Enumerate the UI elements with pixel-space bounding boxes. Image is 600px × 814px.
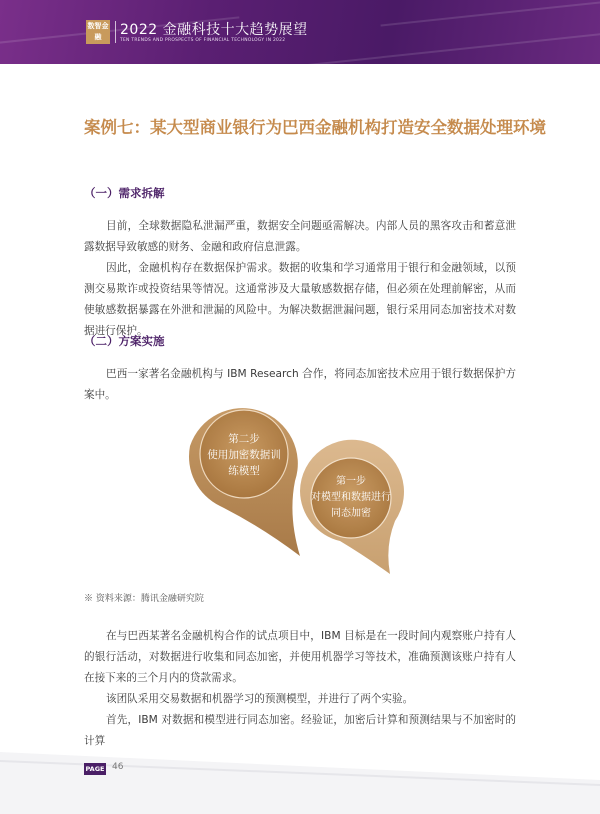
section-body-requirements [84,216,516,342]
paragraph: 巴西一家著名金融机构与 IBM Research 合作，将同态加密技术应用于银行数据保护方案中。 [84,368,516,401]
section-heading-implementation: （二）方案实施 [84,334,165,348]
paragraph: 在与巴西某著名金融机构合作的试点项目中，IBM 目标是在一段时间内观察账户持有人的银行活动，对数据进行收集和同态加密，并使用机器学习等技术，准确预测该账户持有人在接下来的三个月内的贷款需求。 [84,630,516,684]
source-note: ※ 资料来源：腾讯金融研究院 [84,594,204,604]
header-decoration [381,0,600,27]
page-number: 46 [112,762,124,772]
step1-bubble [300,440,404,574]
paragraph: 首先，IBM 对数据和模型进行同态加密。经验证，加密后计算和预测结果与不加密时的计算 [84,714,516,747]
header-divider [115,21,116,43]
header-decoration [301,31,600,64]
report-logo [86,20,110,44]
paragraph: 目前，全球数据隐私泄漏严重，数据安全问题亟需解决。内部人员的黑客攻击和蓄意泄露数据导致敏感的财务、金融和政府信息泄露。 [84,220,516,253]
step2-text-line: 使用加密数据训 [207,449,281,461]
paragraph: 该团队采用交易数据和机器学习的预测模型，并进行了两个实验。 [106,693,414,705]
logo-text: 数智金融 [87,22,109,41]
page-header [0,0,600,64]
step1-label: 第一步 [336,476,366,487]
step2-text-line: 练模型 [228,465,260,477]
step2-bubble [189,408,300,556]
process-diagram [180,396,420,576]
footer-decoration [0,700,600,814]
paragraph: 因此，金融机构存在数据保护需求。数据的收集和学习通常用于银行和金融领域，以预测交易欺诈或投资结果等情况。这通常涉及大量敏感数据存储，但必须在处理前解密，从而使敏感数据暴露在外泄和泄漏的风险中。为解决数据泄漏问题，银行采用同态加密技术对数据进行保护。 [84,262,516,337]
section-heading-requirements: （一）需求拆解 [84,186,165,200]
step1-text-line: 对模型和数据进行 [311,492,391,503]
case-title: 案例七：某大型商业银行为巴西金融机构打造安全数据处理环境 [84,118,546,137]
report-title: 2022 金融科技十大趋势展望 [120,22,308,38]
page-label: PAGE [85,765,105,773]
report-subtitle: TEN TRENDS AND PROSPECTS OF FINANCIAL TECHNOLOGY IN 2022 [120,38,286,43]
step1-text-line: 同态加密 [331,508,371,519]
step2-label: 第二步 [228,433,260,445]
